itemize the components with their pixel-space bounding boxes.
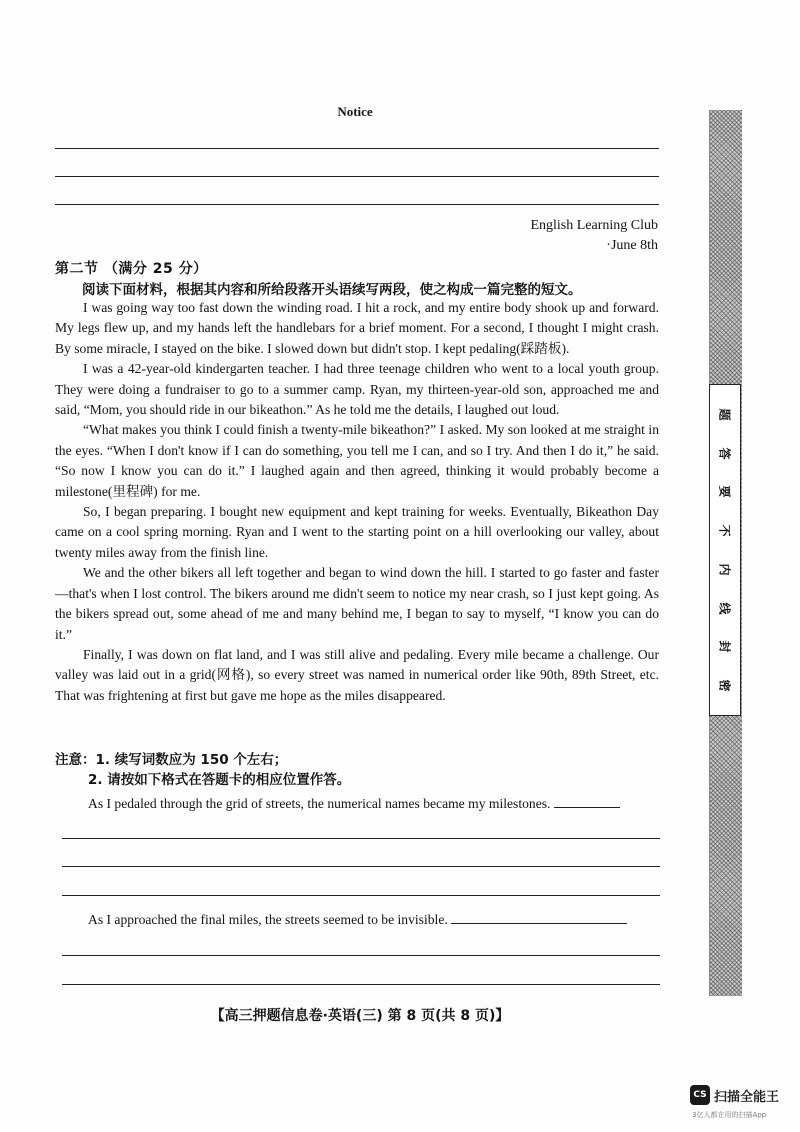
watermark-brand: 扫描全能王 — [714, 1089, 780, 1105]
section-heading: 第二节 （满分 25 分） — [55, 261, 208, 277]
signature-org: English Learning Club — [530, 218, 658, 233]
answer-blank — [554, 807, 620, 808]
seal-char: 内 — [717, 563, 732, 576]
writing-line — [62, 955, 660, 956]
passage-paragraph: We and the other bikers all left together and began to wind down the hill. I started to go faster and faster—that's when I lost control. The bikers around me didn't seem to notice my near crash, so I just kept going. As the bikers spread out, some ahead of me and many behind me, I began to say to myself, “I know you can do it.” — [55, 565, 659, 642]
signature-date: ·June 8th — [606, 238, 658, 253]
section-instruction: 阅读下面材料，根据其内容和所给段落开头语续写两段，使之构成一篇完整的短文。 — [82, 282, 582, 298]
answer-blank — [451, 923, 627, 924]
note-format: 2. 请按如下格式在答题卡的相应位置作答。 — [88, 772, 351, 788]
watermark-tagline: 3亿人都在用的扫描App — [692, 1111, 767, 1119]
seal-line-band — [709, 384, 741, 716]
passage-paragraph: I was going way too fast down the winding road. I hit a rock, and my entire body shook up and forward. My legs flew up, and my hands left the handlebars for a brief moment. For a second, I thought I might crash. By some miracle, I stayed on the bike. I slowed down but didn't stop. I kept pedaling(踩踏板). — [55, 300, 659, 356]
page-footer: 【高三押题信息卷·英语(三) 第 8 页(共 8 页)】 — [210, 1008, 510, 1024]
seal-char: 题 — [717, 408, 732, 421]
writing-line — [55, 176, 659, 177]
reading-passage — [55, 298, 659, 706]
writing-line — [62, 838, 660, 839]
notice-title: Notice — [337, 104, 373, 119]
writing-line — [55, 204, 659, 205]
note-word-count: 注意：1. 续写词数应为 150 个左右； — [55, 752, 288, 768]
seal-char: 要 — [717, 485, 732, 498]
passage-paragraph: I was a 42-year-old kindergarten teacher. I had three teenage children who went to a local youth group. They were doing a fundraiser to go to a summer camp. Ryan, my thirteen-year-old son, approached me and said, “Mom, you should ride in our bikeathon.” As he told me the details, I laughed out loud. — [55, 361, 659, 418]
writing-line — [55, 148, 659, 149]
scanner-watermark — [690, 1085, 779, 1105]
paragraph-prompt-2 — [88, 912, 627, 928]
writing-line — [62, 984, 660, 985]
notes — [55, 750, 350, 790]
seal-char: 线 — [717, 602, 732, 615]
seal-char: 答 — [717, 447, 732, 460]
prompt-text: As I approached the final miles, the streets seemed to be invisible. — [88, 912, 448, 927]
writing-line — [62, 895, 660, 896]
seal-char: 密 — [717, 679, 732, 692]
seal-char: 封 — [717, 640, 732, 653]
seal-char: 不 — [717, 524, 732, 537]
prompt-text: As I pedaled through the grid of streets, the numerical names became my milestones. — [88, 796, 551, 811]
passage-paragraph: “What makes you think I could finish a twenty-mile bikeathon?” I asked. My son looked at me straight in the eyes. “When I don't know if I can do something, you tell me I can, and so I try. And then I do it,” he said. “So now I know you can do it.” I laughed again and then agreed, thinking it would probably become a milestone(里程碑) for me. — [55, 422, 659, 499]
camscanner-logo-icon: CS — [690, 1085, 710, 1105]
writing-line — [62, 866, 660, 867]
passage-paragraph: So, I began preparing. I bought new equipment and kept training for weeks. Eventually, Bikeathon Day came on a cool spring morning. Ryan and I went to the starting point on a hill overlooking our valley, about twenty miles away from the finish line. — [55, 504, 659, 560]
paragraph-prompt-1 — [88, 796, 620, 812]
passage-paragraph: Finally, I was down on flat land, and I was still alive and pedaling. Every mile became a challenge. Our valley was laid out in a grid(网格), so every street was named in numerical order like 90th, 89th Street, etc. That was frightening at first but gave me hope as the miles disappeared. — [55, 646, 659, 703]
